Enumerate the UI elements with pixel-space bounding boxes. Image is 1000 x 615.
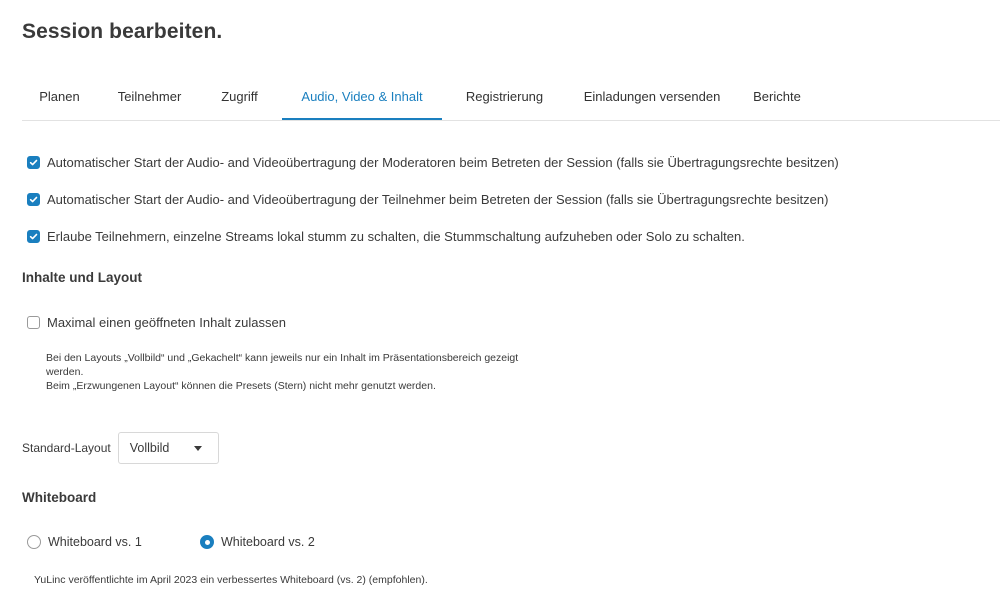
- checkbox-checked-icon[interactable]: [27, 156, 40, 169]
- radio-unselected-icon[interactable]: [27, 535, 41, 549]
- default-layout-label: Standard-Layout: [22, 441, 111, 455]
- checkbox-checked-icon[interactable]: [27, 230, 40, 243]
- page-title: Session bearbeiten.: [22, 20, 223, 43]
- section-heading-content-layout: Inhalte und Layout: [22, 270, 142, 285]
- radio-whiteboard-v2[interactable]: [200, 533, 315, 551]
- checkbox-checked-icon[interactable]: [27, 193, 40, 206]
- radio-label: Whiteboard vs. 1: [48, 535, 142, 549]
- tab-planen[interactable]: Planen: [39, 89, 80, 104]
- option-label: Erlaube Teilnehmern, einzelne Streams lokal stumm zu schalten, die Stummschaltung aufzuheben oder Solo zu schalten.: [47, 228, 745, 244]
- tab-zugriff[interactable]: Zugriff: [221, 89, 258, 104]
- whiteboard-note: YuLinc veröffentlichte im April 2023 ein verbessertes Whiteboard (vs. 2) (empfohlen).: [34, 574, 428, 586]
- tab-registrierung[interactable]: Registrierung: [465, 89, 544, 104]
- tab-audio-video-inhalt[interactable]: Audio, Video & Inhalt: [282, 78, 442, 120]
- tab-bar: [22, 78, 1000, 121]
- option-local-mute[interactable]: [27, 227, 745, 245]
- tab-einladungen-versenden[interactable]: Einladungen versenden: [583, 89, 721, 104]
- option-single-content[interactable]: [27, 313, 286, 331]
- help-line: Beim „Erzwungenen Layout“ können die Presets (Stern) nicht mehr genutzt werden.: [46, 380, 436, 392]
- default-layout-value: Vollbild: [129, 441, 170, 455]
- option-participant-autostart[interactable]: [27, 190, 828, 208]
- default-layout-row: [22, 431, 219, 465]
- option-label: Automatischer Start der Audio- and Videoübertragung der Moderatoren beim Betreten der Session (falls sie Übertragungsrechte besitzen): [47, 154, 839, 170]
- default-layout-select[interactable]: [118, 432, 219, 464]
- help-line: Bei den Layouts „Vollbild“ und „Gekachelt“ kann jeweils nur ein Inhalt im Präsentationsbereich gezeigt: [46, 352, 519, 364]
- option-moderator-autostart[interactable]: [27, 153, 839, 171]
- radio-label: Whiteboard vs. 2: [221, 535, 315, 549]
- tab-teilnehmer[interactable]: Teilnehmer: [117, 89, 182, 104]
- radio-selected-icon[interactable]: [200, 535, 214, 549]
- option-label: Automatischer Start der Audio- and Videoübertragung der Teilnehmer beim Betreten der Session (falls sie Übertragungsrechte besitzen): [47, 191, 829, 207]
- layout-help-text: [46, 351, 666, 393]
- section-heading-whiteboard: Whiteboard: [22, 490, 97, 505]
- radio-whiteboard-v1[interactable]: [27, 533, 142, 551]
- caret-down-icon: [194, 446, 202, 451]
- option-label: Maximal einen geöffneten Inhalt zulassen: [47, 314, 286, 330]
- help-line: werden.: [46, 366, 84, 378]
- tab-berichte[interactable]: Berichte: [753, 89, 801, 104]
- checkbox-unchecked-icon[interactable]: [27, 316, 40, 329]
